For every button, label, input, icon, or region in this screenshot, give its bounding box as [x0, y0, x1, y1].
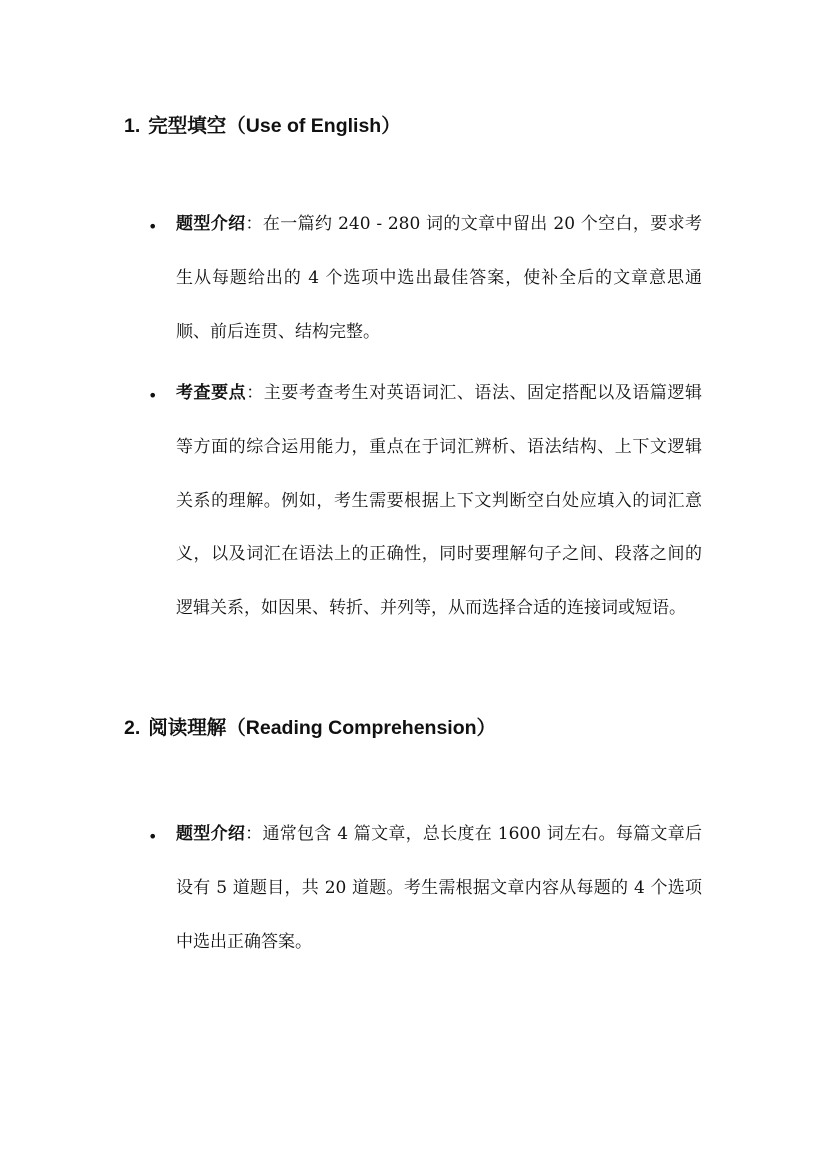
- section-number: 2.: [124, 717, 141, 739]
- item-label: 题型介绍: [176, 214, 246, 234]
- item-label: 题型介绍: [176, 824, 246, 844]
- item-text: ：通常包含 4 篇文章，总长度在 1600 词左右。每篇文章后设有 5 道题目，共 20 道题。考生需根据文章内容从每题的 4 个选项中选出正确答案。: [176, 824, 703, 952]
- bullet-icon: •: [148, 386, 158, 405]
- item-text: ：主要考查考生对英语词汇、语法、固定搭配以及语篇逻辑等方面的综合运用能力，重点在于词汇辨析、语法结构、上下文逻辑关系的理解。例如，考生需要根据上下文判断空白处应填入的词汇意义，以及词汇在语法上的正确性，同时要理解句子之间、段落之间的逻辑关系，如因果、转折、并列等，从而选择合适的连接词或短语。: [176, 383, 703, 619]
- bullet-icon: •: [148, 827, 158, 846]
- section-title: 完型填空（Use of English）: [148, 115, 401, 137]
- section-heading-1: [124, 114, 401, 138]
- list-item: [176, 367, 702, 636]
- section-number: 1.: [124, 115, 141, 137]
- section-title: 阅读理解（Reading Comprehension）: [148, 717, 497, 739]
- item-text: ：在一篇约 240 - 280 词的文章中留出 20 个空白，要求考生从每题给出的 4 个选项中选出最佳答案，使补全后的文章意思通顺、前后连贯、结构完整。: [176, 214, 703, 342]
- item-label: 考查要点: [176, 383, 247, 403]
- section-heading-2: [124, 716, 496, 740]
- list-item: [176, 198, 702, 359]
- bullet-icon: •: [148, 217, 158, 236]
- list-item: [176, 808, 702, 969]
